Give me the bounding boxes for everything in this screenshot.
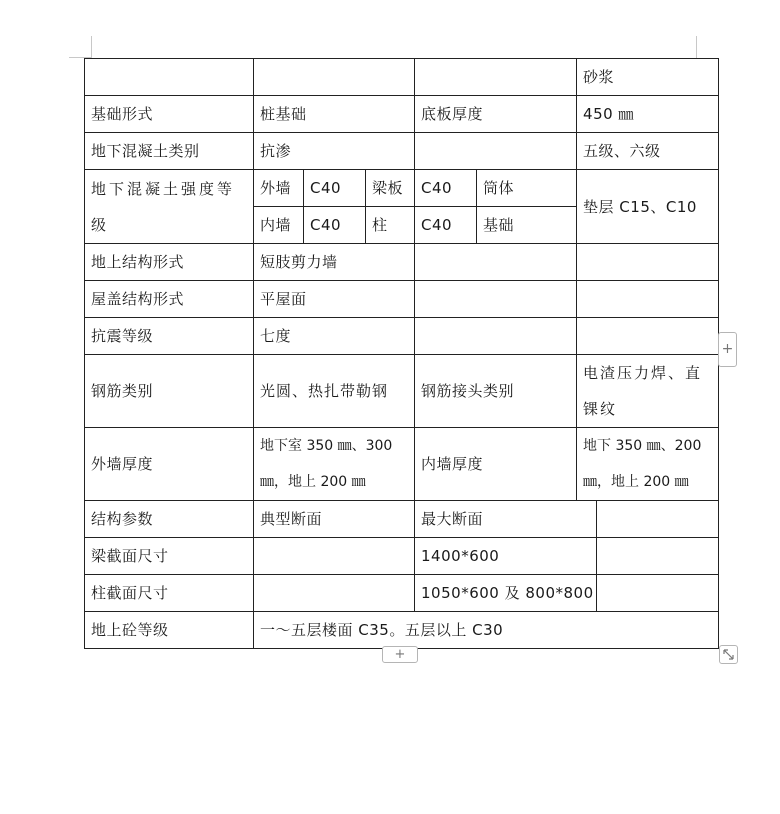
table-row	[85, 59, 719, 96]
table-cell[interactable]: 抗震等级	[85, 318, 254, 355]
table-row	[85, 133, 719, 170]
table-cell[interactable]: 钢筋类别	[85, 355, 254, 428]
page-corner-mark-right	[696, 36, 697, 58]
table-cell[interactable]: C40	[304, 207, 366, 244]
table-cell[interactable]: 抗渗	[254, 133, 415, 170]
table-cell[interactable]: 砂浆	[577, 59, 719, 96]
table-cell[interactable]: 1400*600	[415, 538, 597, 575]
table-cell[interactable]: 筒体	[477, 170, 577, 207]
add-row-button[interactable]	[382, 646, 418, 663]
table-row	[85, 355, 719, 428]
table-resize-handle[interactable]	[719, 645, 738, 664]
table-cell[interactable]: 一～五层楼面 C35。五层以上 C30	[254, 612, 719, 649]
table-cell[interactable]: 桩基础	[254, 96, 415, 133]
table-cell[interactable]: 外墙厚度	[85, 428, 254, 501]
table-cell[interactable]	[85, 59, 254, 96]
table-row	[85, 96, 719, 133]
table-cell[interactable]: C40	[304, 170, 366, 207]
table-cell[interactable]	[597, 575, 719, 612]
plus-icon: +	[394, 647, 406, 662]
table-cell[interactable]: 结构参数	[85, 501, 254, 538]
table-cell[interactable]: 梁板	[366, 170, 415, 207]
table-cell[interactable]: 钢筋接头类别	[415, 355, 577, 428]
table-cell[interactable]: 典型断面	[254, 501, 415, 538]
add-column-button[interactable]	[718, 332, 737, 367]
table-cell[interactable]: 梁截面尺寸	[85, 538, 254, 575]
table-cell[interactable]: 内墙厚度	[415, 428, 577, 501]
table-cell[interactable]	[577, 281, 719, 318]
table-row	[85, 501, 719, 538]
table-cell[interactable]: 450 ㎜	[577, 96, 719, 133]
table-row	[85, 281, 719, 318]
table-cell[interactable]: 地下混凝土强度等级	[85, 170, 254, 244]
table-cell[interactable]	[415, 59, 577, 96]
table-cell[interactable]: 垫层 C15、C10	[577, 170, 719, 244]
plus-icon: +	[721, 341, 734, 357]
table-cell[interactable]: 光圆、热扎带勒钢	[254, 355, 415, 428]
table-cell[interactable]	[577, 244, 719, 281]
table-row	[85, 170, 719, 207]
table-cell[interactable]: 地上结构形式	[85, 244, 254, 281]
table-row	[85, 318, 719, 355]
table-cell[interactable]: 基础形式	[85, 96, 254, 133]
table-cell[interactable]	[254, 59, 415, 96]
table-row	[85, 428, 719, 501]
table-cell[interactable]: 屋盖结构形式	[85, 281, 254, 318]
table-cell[interactable]: 地下室 350 ㎜、300 ㎜，地上 200 ㎜	[254, 428, 415, 501]
table-cell[interactable]: 电渣压力焊、直锞纹	[577, 355, 719, 428]
document-table	[84, 58, 719, 649]
table-cell[interactable]: 内墙	[254, 207, 304, 244]
resize-icon	[720, 646, 737, 663]
table-cell[interactable]: 地上砼等级	[85, 612, 254, 649]
table-cell[interactable]: 1050*600 及 800*800	[415, 575, 597, 612]
table-cell[interactable]: 柱	[366, 207, 415, 244]
table-cell[interactable]: C40	[415, 207, 477, 244]
table-cell[interactable]: C40	[415, 170, 477, 207]
table-row	[85, 575, 719, 612]
table-cell[interactable]	[415, 318, 577, 355]
table-cell[interactable]	[415, 133, 577, 170]
table-cell[interactable]: 柱截面尺寸	[85, 575, 254, 612]
table-cell[interactable]: 地下混凝土类别	[85, 133, 254, 170]
table-cell[interactable]	[254, 575, 415, 612]
table-cell[interactable]	[597, 501, 719, 538]
table-cell[interactable]: 七度	[254, 318, 415, 355]
page-corner-mark-left	[91, 36, 92, 58]
table-row	[85, 244, 719, 281]
table-cell[interactable]	[254, 538, 415, 575]
table-row	[85, 538, 719, 575]
table-cell[interactable]: 地下 350 ㎜、200 ㎜，地上 200 ㎜	[577, 428, 719, 501]
table-cell[interactable]	[597, 538, 719, 575]
table-cell[interactable]: 平屋面	[254, 281, 415, 318]
table-cell[interactable]	[415, 281, 577, 318]
table-cell[interactable]	[577, 318, 719, 355]
table-row	[85, 612, 719, 649]
table-cell[interactable]: 最大断面	[415, 501, 597, 538]
table-cell[interactable]: 五级、六级	[577, 133, 719, 170]
table-cell[interactable]: 短肢剪力墙	[254, 244, 415, 281]
table-cell[interactable]	[415, 244, 577, 281]
table-cell[interactable]: 基础	[477, 207, 577, 244]
table-cell[interactable]: 底板厚度	[415, 96, 577, 133]
table-cell[interactable]: 外墙	[254, 170, 304, 207]
